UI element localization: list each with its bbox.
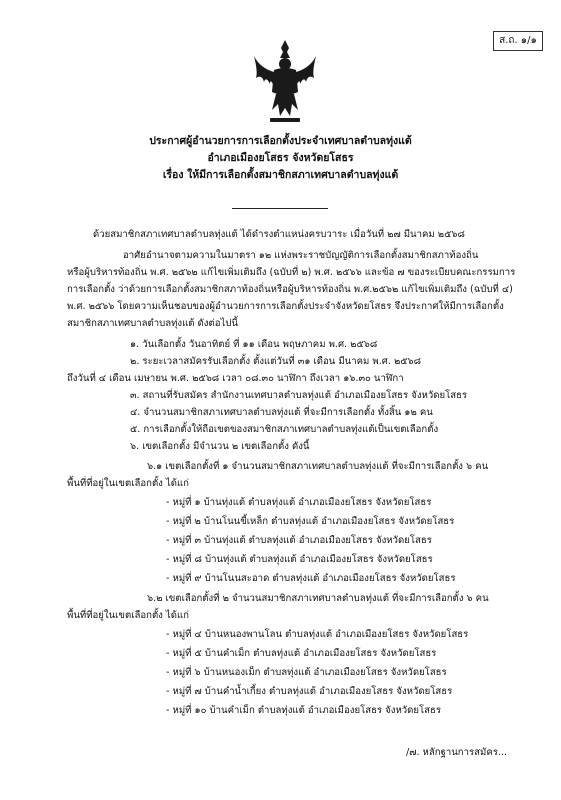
announcement-subject: เรื่อง ให้มีการเลือกตั้งสมาชิกสภาเทศบาลตำบลทุ่งแต้ [162,169,399,181]
announcement-title: ประกาศผู้อำนวยการการเลือกตั้งประจำเทศบาลตำบลทุ่งแต้ [149,135,412,147]
list-item: - หมู่ที่ ๕ บ้านคำเม็ก ตำบลทุ่งแต้ อำเภอเมืองยโสธร จังหวัดยโสธร [166,648,437,659]
item-constituency-basis: ๕. การเลือกตั้งให้ถือเขตของสมาชิกสภาเทศบาลตำบลทุ่งแต้เป็นเขตเลือกตั้ง [130,424,439,435]
item-member-count: ๔. จำนวนสมาชิกสภาเทศบาลตำบลทุ่งแต้ ที่จะมีการเลือกตั้ง ทั้งสิ้น ๑๒ คน [130,407,433,418]
item-election-date: ๑. วันเลือกตั้ง วันอาทิตย์ ที่ ๑๑ เดือน พฤษภาคม พ.ศ. ๒๕๖๘ [130,339,378,350]
zone2-subtitle: พื้นที่ที่อยู่ในเขตเลือกตั้ง ได้แก่ [67,610,189,621]
garuda-emblem-icon [252,38,318,124]
zone1-subtitle: พื้นที่ที่อยู่ในเขตเลือกตั้ง ได้แก่ [67,478,189,489]
list-item: - หมู่ที่ ๖ บ้านหนองเม็ก ตำบลทุ่งแต้ อำเภอเมืองยโสธร จังหวัดยโสธร [166,667,447,678]
body-line: สมาชิกสภาเทศบาลตำบลทุ่งแต้ ดังต่อไปนี้ [67,318,238,329]
continuation-note: /๗. หลักฐานการสมัคร... [406,747,508,758]
body-line: พ.ศ. ๒๕๖๖ โดยความเห็นชอบของผู้อำนวยการการเลือกตั้งประจำจังหวัดยโสธร จึงประกาศให้มีการเลือกตั้ง [67,301,504,312]
document-code-box: ส.ถ. ๑/๑ [493,31,543,51]
announcement-location: อำเภอเมืองยโสธร จังหวัดยโสธร [207,152,354,164]
item-registration-period: ๒. ระยะเวลาสมัครรับเลือกตั้ง ตั้งแต่วันที่ ๓๑ เดือน มีนาคม พ.ศ. ๒๕๖๘ [130,356,422,367]
title-divider [232,208,328,209]
list-item: - หมู่ที่ ๑ บ้านทุ่งแต้ ตำบลทุ่งแต้ อำเภอเมืองยโสธร จังหวัดยโสธร [166,497,432,508]
zone1-title: ๖.๑ เขตเลือกตั้งที่ ๑ จำนวนสมาชิกสภาเทศบาลตำบลทุ่งแต้ ที่จะมีการเลือกตั้ง ๖ คน [147,461,489,472]
list-item: - หมู่ที่ ๑๐ บ้านคำเม็ก ตำบลทุ่งแต้ อำเภอเมืองยโสธร จังหวัดยโสธร [166,705,442,716]
list-item: - หมู่ที่ ๓ บ้านทุ่งแต้ ตำบลทุ่งแต้ อำเภอเมืองยโสธร จังหวัดยโสธร [166,535,432,546]
zone2-title: ๖.๒ เขตเลือกตั้งที่ ๒ จำนวนสมาชิกสภาเทศบาลตำบลทุ่งแต้ ที่จะมีการเลือกตั้ง ๖ คน [147,593,489,604]
body-line: การเลือกตั้ง ว่าด้วยการเลือกตั้งสมาชิกสภาท้องถิ่นหรือผู้บริหารท้องถิ่น พ.ศ.๒๕๖๒ แก้ไขเพิ่มเติมถึง (ฉบับที่ ๔) [67,284,513,295]
list-item: - หมู่ที่ ๔ บ้านหนองพานโลน ตำบลทุ่งแต้ อำเภอเมืองยโสธร จังหวัดยโสธร [166,629,469,640]
intro-paragraph: ด้วยสมาชิกสภาเทศบาลตำบลทุ่งแต้ ได้ดำรงตำแหน่งครบวาระ เมื่อวันที่ ๒๗ มีนาคม ๒๕๖๘ [93,229,465,240]
body-line: หรือผู้บริหารท้องถิ่น พ.ศ. ๒๕๖๒ แก้ไขเพิ่มเติมถึง (ฉบับที่ ๒) พ.ศ. ๒๕๖๖ และข้อ ๗ ของระเบียบคณะกรรมการ [67,267,516,278]
list-item: - หมู่ที่ ๘ บ้านทุ่งแต้ ตำบลทุ่งแต้ อำเภอเมืองยโสธร จังหวัดยโสธร [166,554,433,565]
item-registration-period-cont: ถึงวันที่ ๔ เดือน เมษายน พ.ศ. ๒๕๖๘ เวลา ๐๘.๓๐ นาฬิกา ถึงเวลา ๑๖.๓๐ นาฬิกา [67,373,404,384]
item-constituency-count: ๖. เขตเลือกตั้ง มีจำนวน ๒ เขตเลือกตั้ง ดังนี้ [130,441,310,452]
list-item: - หมู่ที่ ๙ บ้านโนนสะอาด ตำบลทุ่งแต้ อำเภอเมืองยโสธร จังหวัดยโสธร [166,573,456,584]
body-line: อาศัยอำนาจตามความในมาตรา ๑๒ แห่งพระราชบัญญัติการเลือกตั้งสมาชิกสภาท้องถิ่น [123,250,479,261]
item-registration-place: ๓. สถานที่รับสมัคร สำนักงานเทศบาลตำบลทุ่งแต้ อำเภอเมืองยโสธร จังหวัดยโสธร [130,390,468,401]
list-item: - หมู่ที่ ๒ บ้านโนนขี้เหล็ก ตำบลทุ่งแต้ อำเภอเมืองยโสธร จังหวัดยโสธร [166,516,455,527]
list-item: - หมู่ที่ ๗ บ้านคำน้ำเกี้ยง ตำบลทุ่งแต้ อำเภอเมืองยโสธร จังหวัดยโสธร [166,686,453,697]
